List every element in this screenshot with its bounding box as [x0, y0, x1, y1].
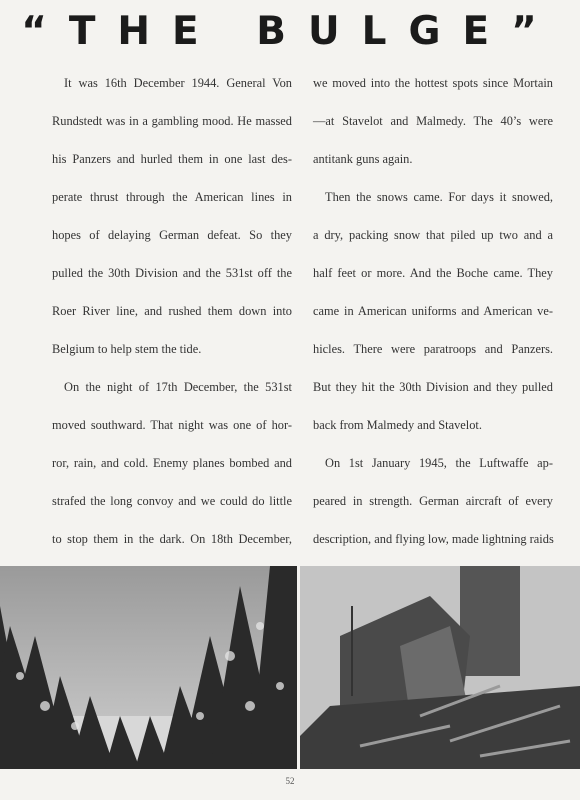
left-column-line: moved southward. That night was one of hor- [52, 418, 292, 432]
right-column-line: peared in strength. German aircraft of every [313, 494, 553, 508]
left-column-line: It was 16th December 1944. General Von [64, 76, 292, 90]
left-column-line: Rundstedt was in a gambling mood. He massed [52, 114, 292, 128]
right-column-line: On 1st January 1945, the Luftwaffe ap- [325, 456, 553, 470]
right-column-line: back from Malmedy and Stavelot. [313, 418, 482, 432]
left-column-line: his Panzers and hurled them in one last des- [52, 152, 292, 166]
left-text-column [52, 64, 292, 558]
right-column-line: —at Stavelot and Malmedy. The 40’s were [313, 114, 553, 128]
right-column-line: came in American uniforms and American ve- [313, 304, 553, 318]
left-column-line: to stop them in the dark. On 18th December, [52, 532, 292, 546]
left-column-line: On the night of 17th December, the 531st [64, 380, 292, 394]
left-column-line: ror, rain, and cold. Enemy planes bombed and [52, 456, 292, 470]
left-column-line: Roer River line, and rushed them down into [52, 304, 292, 318]
right-column-line: hicles. There were paratroops and Panzers. [313, 342, 553, 356]
left-column-line: pulled the 30th Division and the 531st off the [52, 266, 292, 280]
ruined-building-photo [300, 566, 580, 769]
right-column-line: we moved into the hottest spots since Mortain [313, 76, 553, 90]
snowy-forest-photo [0, 566, 297, 769]
right-column-line: But they hit the 30th Division and they pulled [313, 380, 553, 394]
right-column-line: description, and flying low, made lightning raids [313, 532, 554, 546]
page-number: 52 [285, 776, 295, 786]
page-title: “THE BULGE” [21, 9, 559, 54]
right-column-line: Then the snows came. For days it snowed, [325, 190, 553, 204]
right-column-line: a dry, packing snow that piled up two and a [313, 228, 553, 242]
left-column-line: Belgium to help stem the tide. [52, 342, 202, 356]
left-column-line: strafed the long convoy and we could do little [52, 494, 292, 508]
right-column-line: antitank guns again. [313, 152, 413, 166]
left-column-line: hopes of delaying German defeat. So they [52, 228, 292, 242]
left-column-line: perate thrust through the American lines in [52, 190, 292, 204]
right-text-column [313, 64, 553, 558]
right-column-line: half feet or more. And the Boche came. They [313, 266, 553, 280]
